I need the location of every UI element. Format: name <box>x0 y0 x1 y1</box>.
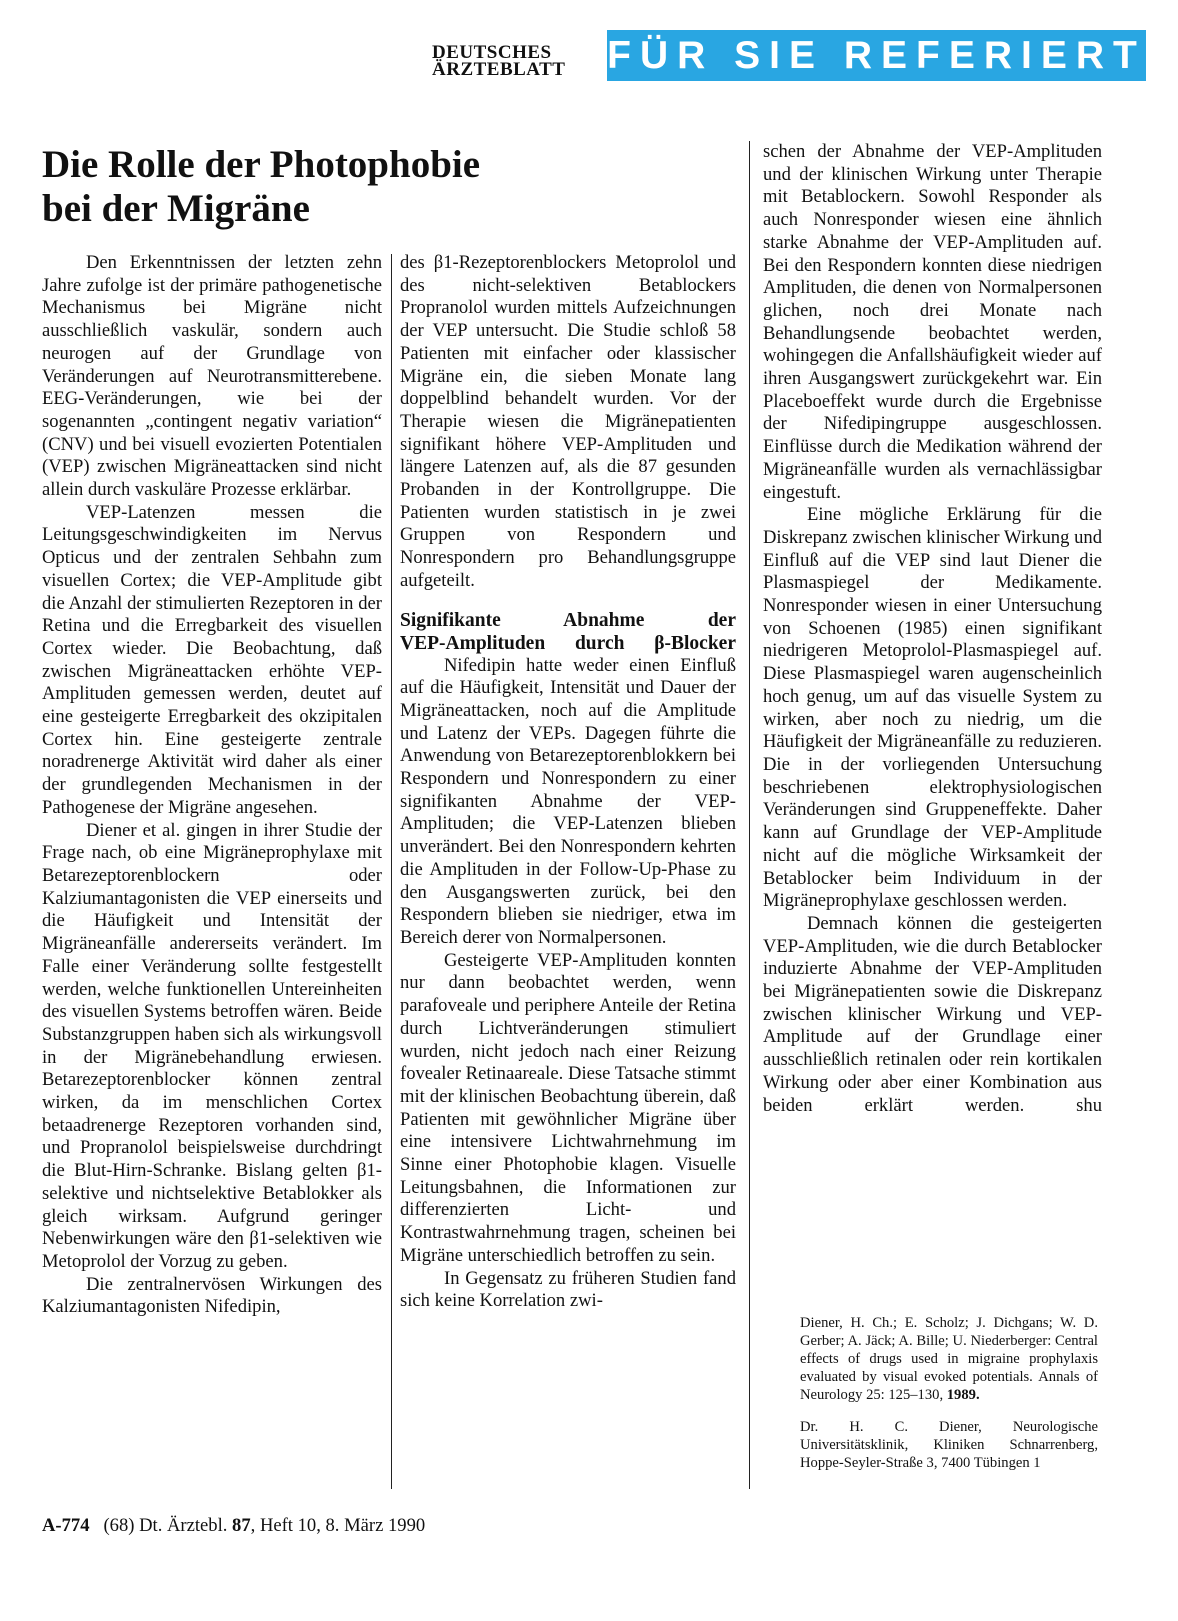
paragraph: In Gegensatz zu früheren Studien fand sich keine Korrelation zwi- <box>400 1267 736 1312</box>
paragraph-text: Demnach können die gesteigerten VEP-Amplituden, wie die durch Betablocker induzierte Abnahme der VEP-Amplituden bei Migränepatienten sowie die Diskrepanz zwischen klinischer Wirkung und VEP-Amplitude auf der Grundlage einer ausschließlich retinalen oder rein kortikalen Wirkung oder aber einer Kombination aus beiden erklärt werden. <box>763 912 1102 1116</box>
paragraph: schen der Abnahme der VEP-Amplituden und der klinischen Wirkung unter Therapie mit Betablockern. Sowohl Responder als auch Nonresponder wiesen eine ähnlich starke Abnahme der VEP-Amplituden auf. Bei den Respondern konnten diese niedrigen Amplituden, die denen von Normalpersonen glichen, noch drei Monate nach Behandlungsende beobachtet werden, wohingegen die Anfallshäufigkeit wieder auf ihren Ausgangswert zurückgekehrt war. Ein Placeboeffekt wurde durch die Ergebnisse der Nifedipingruppe ausgeschlossen. Einflüsse durch die Medikation während der Migräneanfälle wurden als vernachlässigbar eingestuft. <box>763 141 1102 503</box>
reference-citation <box>800 1314 1098 1404</box>
masthead-line-2: ÄRZTEBLATT <box>432 59 566 80</box>
article-column-1 <box>42 252 382 1319</box>
citation-text: Diener, H. Ch.; E. Scholz; J. Dichgans; W. D. Gerber; A. Jäck; A. Bille; U. Niederberger: Central effects of drugs used in migraine prophylaxis evaluated by visual evoked potentials. Annals of Neurology 25: 125–130, <box>800 1315 1098 1403</box>
title-line-1: Die Rolle der Photophobie <box>42 143 481 186</box>
author-signature: shu <box>1076 1094 1102 1116</box>
paragraph: Diener et al. gingen in ihrer Studie der Frage nach, ob eine Migräneprophylaxe mit Betarezeptorenblockern oder Kalziumantagonisten die VEP einerseits und die Häufigkeit und Intensität der Migräneanfälle andererseits verändert. Im Falle einer Veränderung sollte festgestellt werden, welche funktionellen Untereinheiten des visuellen Systems betroffen wären. Beide Substanzgruppen haben sich als wirkungsvoll in der Migränebehandlung erwiesen. Betarezeptorenblocker können zentral wirken, da im menschlichen Cortex betaadrenerge Rezeptoren vorhanden sind, und Propranolol beispielsweise durchdringt die Blut-Hirn-Schranke. Bislang gelten β1-selektive und nichtselektive Betablokker als gleich wirksam. Aufgrund geringer Nebenwirkungen wäre den β1-selektiven wie Metoprolol der Vorzug zu geben. <box>42 819 382 1272</box>
paragraph: des β1-Rezeptorenblockers Metoprolol und des nicht-selektiven Betablockers Propranolol wurden mittels Aufzeichnungen der VEP untersucht. Die Studie schloß 58 Patienten mit einfacher oder klassischer Migräne ein, die sieben Monate lang doppelblind behandelt wurden. Vor der Therapie wiesen die Migränepatienten signifikant höhere VEP-Amplituden und längere Latenzen auf, als die 87 gesunden Probanden in der Kontrollgruppe. Die Patienten wurden statistisch in je zwei Gruppen von Respondern und Nonrespondern pro Behandlungsgruppe aufgeteilt. <box>400 252 736 591</box>
column-divider-1 <box>391 254 392 1489</box>
references <box>800 1314 1098 1486</box>
paragraph: Gesteigerte VEP-Amplituden konnten nur dann beobachtet werden, wenn parafoveale und periphere Anteile der Retina durch Lichtveränderungen stimuliert wurden, nicht jedoch nach einer Reizung fovealer Retinaareale. Diese Tatsache stimmt mit der klinischen Beobachtung überein, daß Patienten mit gewöhnlicher Migräne über eine intensivere Lichtwahrnehmung im Sinne einer Photophobie klagen. Visuelle Leitungsbahnen, die Informationen zur differenzierten Licht- und Kontrastwahrnehmung tragen, scheinen bei Migräne unterschiedlich betroffen zu sein. <box>400 949 736 1266</box>
article-column-2 <box>400 252 736 1313</box>
page-number: A-774 <box>42 1515 90 1536</box>
masthead-logo <box>432 44 565 78</box>
paragraph: VEP-Latenzen messen die Leitungsgeschwindigkeiten im Nervus Opticus und der zentralen Sehbahn zum visuellen Cortex; die VEP-Amplitude gibt die Anzahl der stimulierten Rezeptoren in der Retina und die Erregbarkeit des visuellen Cortex wieder. Die Beobachtung, daß zwischen Migräneattacken erhöhte VEP-Amplituden gemessen werden, deutet auf eine gesteigerte Erregbarkeit des okzipitalen Cortex hin. Eine gesteigerte zentrale noradrenerge Aktivität wird daher als einer der grundlegenden Mechanismen in der Pathogenese der Migräne angesehen. <box>42 501 382 818</box>
column-divider-2 <box>749 141 750 1489</box>
page-footer <box>42 1515 425 1537</box>
citation-year: 1989. <box>946 1387 980 1403</box>
volume-number: 87 <box>232 1515 251 1536</box>
author-address: Dr. H. C. Diener, Neurologische Universitätsklinik, Kliniken Schnarrenberg, Hoppe-Seyler-Straße 3, 7400 Tübingen 1 <box>800 1419 1098 1471</box>
masthead-line-1: DEUTSCHES <box>432 42 552 63</box>
subheading-line-2: VEP-Amplituden durch β-Blocker <box>400 632 736 654</box>
subheading-line-1: Signifikante Abnahme der <box>400 609 736 631</box>
paragraph: Eine mögliche Erklärung für die Diskrepanz zwischen klinischer Wirkung und Einfluß auf die VEP sind laut Diener die Plasmaspiegel der Medikamente. Nonresponder wiesen in einer Untersuchung von Schoenen (1985) einen signifikant niedrigeren Metoprolol-Plasmaspiegel auf. Diese Plasmaspiegel waren augenscheinlich hoch genug, um auf das visuelle System zu wirken, aber noch zu niedrig, um die Häufigkeit der Migräneanfälle zu reduzieren. Die in der vorliegenden Untersuchung beschriebenen elektrophysiologischen Veränderungen sind Gruppeneffekte. Daher kann auf Grundlage der VEP-Amplitude nicht auf die mögliche Wirksamkeit der Betablocker beim Individuum in der Migräneprophylaxe geschlossen werden. <box>763 504 1102 912</box>
paragraph: Die zentralnervösen Wirkungen des Kalziumantagonisten Nifedipin, <box>42 1273 382 1318</box>
issue-suffix: , Heft 10, 8. März 1990 <box>250 1515 426 1536</box>
paragraph: Den Erkenntnissen der letzten zehn Jahre zufolge ist der primäre pathogenetische Mechanismus bei Migräne nicht ausschließlich vaskulär, sondern auch neurogen auf der Grundlage von Veränderungen auf Neurotransmitterebene. EEG-Veränderungen, wie bei der sogenannten „contingent negativ variation“ (CNV) und bei visuell evozierten Potentialen (VEP) zwischen Migräneattacken sind nicht allein durch vaskuläre Prozesse erklärbar. <box>42 252 382 501</box>
issue-prefix: (68) Dt. Ärztebl. <box>103 1515 228 1536</box>
title-line-2: bei der Migräne <box>42 187 310 230</box>
paragraph: Nifedipin hatte weder einen Einfluß auf die Häufigkeit, Intensität und Dauer der Migräneattacken, noch auf die Amplitude und Latenz der VEPs. Dagegen führte die Anwendung von Betarezeptorenblokkern bei Respondern und Nonrespondern zu einer signifikanten Abnahme der VEP-Amplituden; die VEP-Latenzen blieben unverändert. Bei den Nonrespondern kehrten die Amplituden in der Follow-Up-Phase zu den Ausgangswerten zurück, bei den Respondern blieben sie niedriger, etwa im Bereich derer von Normalpersonen. <box>400 654 736 948</box>
article-title <box>42 143 762 231</box>
section-banner: FÜR SIE REFERIERT <box>607 30 1146 81</box>
article-column-3 <box>763 141 1102 1117</box>
paragraph <box>763 913 1102 1117</box>
